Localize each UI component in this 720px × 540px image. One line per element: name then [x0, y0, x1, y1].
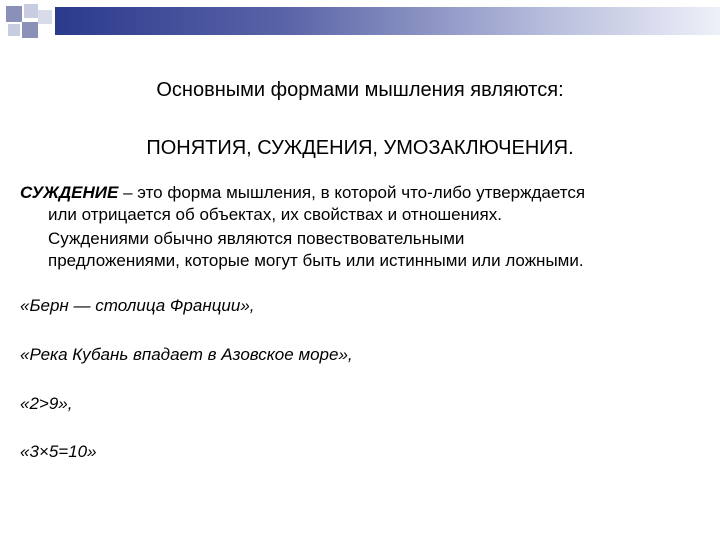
decor-square [24, 4, 38, 18]
header-gradient-band [55, 7, 720, 35]
explanation-paragraph [20, 228, 700, 272]
example-item: «Река Кубань впадает в Азовское море», [20, 345, 353, 364]
explanation-line: предложениями, которые могут быть или истинными или ложными. [48, 251, 584, 270]
explanation-line: Суждениями обычно являются повествовательными [48, 229, 465, 248]
example-item: «Берн — столица Франции», [20, 296, 255, 315]
example-item: «2>9», [20, 394, 73, 413]
decor-square [22, 22, 38, 38]
slide-subtitle: ПОНЯТИЯ, СУЖДЕНИЯ, УМОЗАКЛЮЧЕНИЯ. [146, 137, 574, 159]
decor-square [38, 10, 52, 24]
definition-text: – это форма мышления, в которой что-либо утверждается [118, 183, 586, 202]
definition-term: СУЖДЕНИЕ [20, 183, 119, 202]
decor-square [6, 6, 22, 22]
header-decoration [0, 0, 720, 50]
slide-title: Основными формами мышления являются: [156, 79, 564, 101]
definition-text-cont: или отрицается об объектах, их свойствах и отношениях. [48, 205, 502, 224]
example-item: «3×5=10» [20, 442, 97, 461]
decor-square [8, 24, 20, 36]
definition-paragraph [20, 182, 700, 226]
